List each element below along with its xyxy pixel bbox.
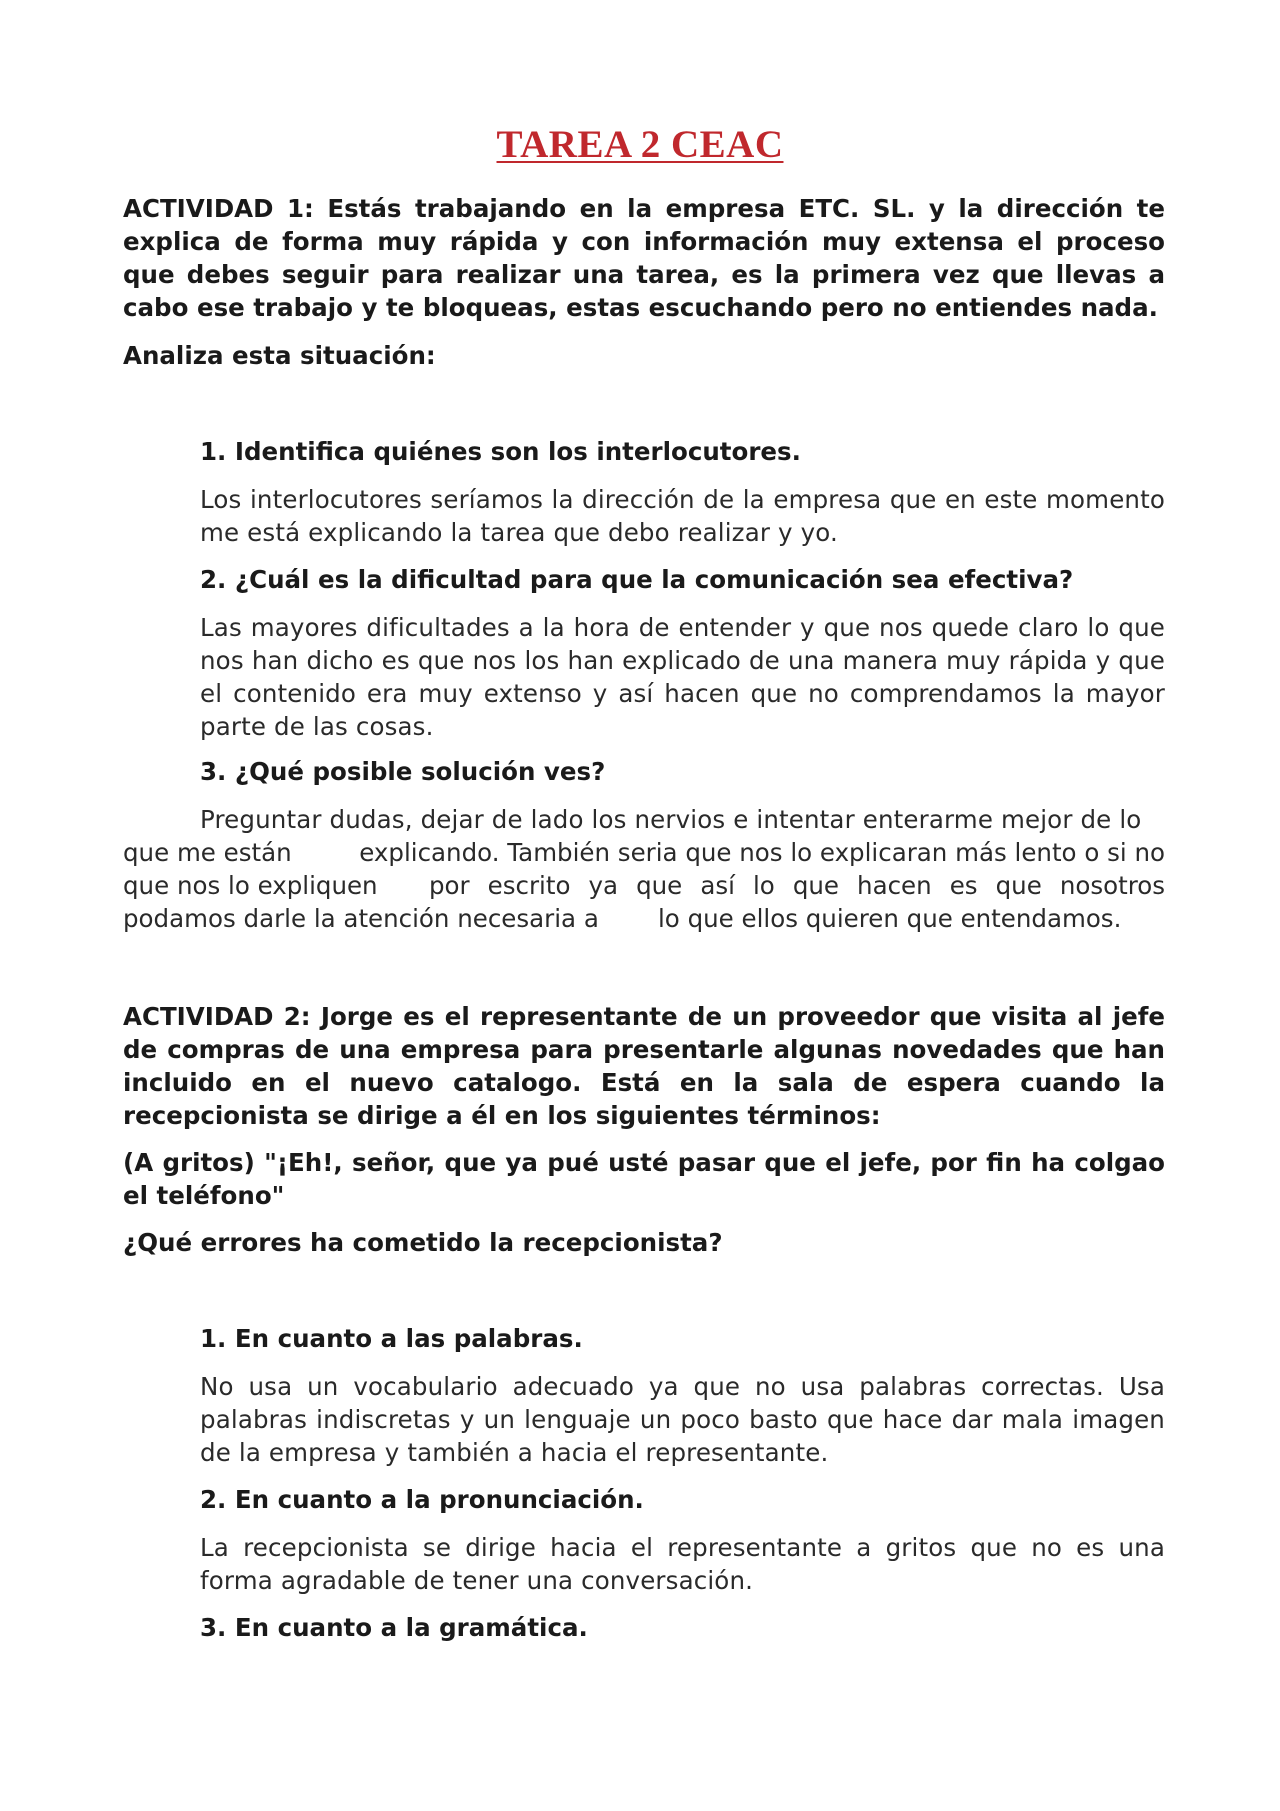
answer-3-line-2-end: explicando. También seria que nos lo explicaran más lento o si no — [359, 838, 1165, 867]
activity2-prompt: ¿Qué errores ha cometido la recepcionista? — [123, 1228, 723, 1257]
activity1-question-1: 1. Identifica quiénes son los interlocutores. — [200, 437, 801, 466]
activity2-question-3: 3. En cuanto a la gramática. — [200, 1613, 588, 1642]
answer-3-line-4-start: podamos darle la atención necesaria a — [123, 904, 599, 933]
answer-3-line-3-end: por escrito ya que así lo que hacen es que nosotros — [429, 871, 1165, 900]
answer-3-line-1: Preguntar dudas, dejar de lado los nervios e intentar enterarme mejor de lo — [200, 805, 1142, 834]
activity2-answer-2: La recepcionista se dirige hacia el representante a gritos que no es una forma agradable de tener una conversación. — [200, 1533, 1165, 1595]
activity2-question-1: 1. En cuanto a las palabras. — [200, 1324, 583, 1353]
activity2-answer-1: No usa un vocabulario adecuado ya que no usa palabras correctas. Usa palabras indiscretas y un lenguaje un poco basto que hace dar mala imagen de la empresa y también a hacia el representante. — [200, 1372, 1165, 1467]
activity2-statement: ACTIVIDAD 2: Jorge es el representante de un proveedor que visita al jefe de compras de una empresa para presentarle algunas novedades que han incluido en el nuevo catalogo. Está en la sala de espera cuando la recepcionista se dirige a él en los siguientes términos: — [123, 1002, 1165, 1130]
activity1-statement: ACTIVIDAD 1: Estás trabajando en la empresa ETC. SL. y la dirección te explica de forma muy rápida y con información muy extensa el proceso que debes seguir para realizar una tarea, es la primera vez que llevas a cabo ese trabajo y te bloqueas, estas escuchando pero no entiendes nada. — [123, 194, 1165, 322]
document-title: TAREA 2 CEAC — [496, 123, 784, 166]
answer-3-line-2-start: que me están — [123, 838, 292, 867]
activity1-question-3: 3. ¿Qué posible solución ves? — [200, 757, 606, 786]
activity1-prompt: Analiza esta situación: — [123, 341, 436, 370]
activity1-answer-2: Las mayores dificultades a la hora de entender y que nos quede claro lo que nos han dicho es que nos los han explicado de una manera muy rápida y que el contenido era muy extenso y así hacen que no comprendamos la mayor parte de las cosas. — [200, 613, 1165, 741]
answer-3-line-3-start: que nos lo expliquen — [123, 871, 378, 900]
activity2-quote: (A gritos) "¡Eh!, señor, que ya pué usté pasar que el jefe, por fin ha colgao el teléfono" — [123, 1148, 1165, 1210]
activity1-answer-1: Los interlocutores seríamos la dirección de la empresa que en este momento me está explicando la tarea que debo realizar y yo. — [200, 485, 1165, 547]
activity2-question-2: 2. En cuanto a la pronunciación. — [200, 1485, 644, 1514]
activity1-question-2: 2. ¿Cuál es la dificultad para que la comunicación sea efectiva? — [200, 565, 1074, 594]
answer-3-line-4-end: lo que ellos quieren que entendamos. — [658, 904, 1122, 933]
